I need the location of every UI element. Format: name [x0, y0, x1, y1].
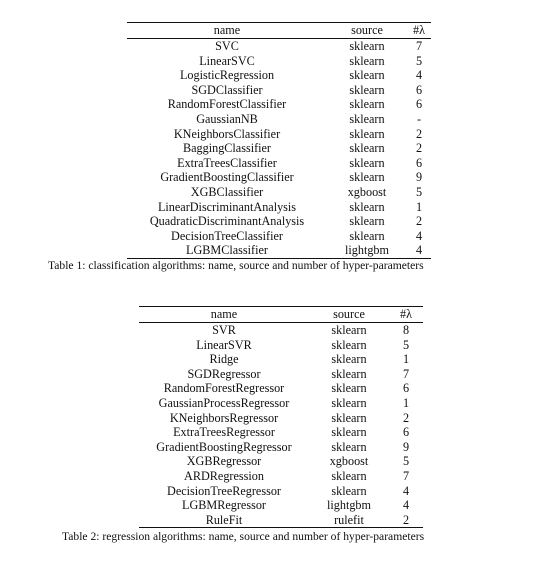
source-cell: xgboost	[329, 454, 369, 469]
classification-table	[127, 22, 431, 259]
table-row	[139, 484, 423, 499]
table-row	[127, 68, 431, 83]
hyperparameter-count-cell: 1	[402, 352, 410, 367]
table-row	[139, 425, 423, 440]
table-row	[127, 243, 431, 258]
table-row	[139, 440, 423, 455]
hyperparameter-count-cell: 7	[402, 366, 410, 381]
table-row	[139, 381, 423, 396]
classification-table-body	[127, 39, 431, 259]
table-row	[127, 229, 431, 244]
column-header-name: name	[127, 23, 327, 39]
table-2-caption: Table 2: regression algorithms: name, source and number of hyper-parameters	[62, 530, 425, 543]
source-cell: sklearn	[349, 126, 385, 141]
source-cell: sklearn	[349, 97, 385, 112]
classification-table-block	[127, 22, 431, 259]
algorithm-name-cell: SVC	[215, 39, 239, 53]
algorithm-name-cell: Ridge	[209, 352, 239, 367]
regression-table	[139, 306, 423, 528]
source-cell: sklearn	[349, 141, 385, 156]
algorithm-name-cell: SGDClassifier	[191, 82, 263, 97]
table-row	[127, 214, 431, 229]
source-cell: lightgbm	[327, 243, 407, 258]
hyperparameter-count-cell: 5	[415, 184, 423, 199]
algorithm-name-cell: RandomForestClassifier	[167, 97, 287, 112]
source-cell: sklearn	[349, 170, 385, 185]
table-row	[127, 112, 431, 127]
source-cell: sklearn	[331, 337, 367, 352]
table-row	[139, 513, 423, 528]
column-header-name: name	[139, 307, 309, 323]
column-header-source: source	[309, 307, 389, 323]
hyperparameter-count-cell: 6	[402, 381, 410, 396]
hyperparameter-count-cell: 1	[415, 199, 423, 214]
algorithm-name-cell: KNeighborsRegressor	[169, 410, 279, 425]
source-cell: sklearn	[331, 395, 367, 410]
algorithm-name-cell: LinearSVC	[199, 53, 255, 68]
algorithm-name-cell: GaussianProcessRegressor	[158, 395, 290, 410]
source-cell: sklearn	[349, 39, 385, 53]
algorithm-name-cell: ExtraTreesClassifier	[177, 155, 277, 170]
hyperparameter-count-cell: 6	[415, 97, 423, 112]
source-cell: sklearn	[349, 199, 385, 214]
hyperparameter-count-cell: 5	[402, 454, 410, 469]
table-row	[139, 396, 423, 411]
source-cell: lightgbm	[326, 498, 371, 513]
source-cell: sklearn	[331, 366, 367, 381]
hyperparameter-count-cell: 2	[402, 410, 410, 425]
source-cell: sklearn	[331, 323, 367, 337]
table-row	[139, 454, 423, 469]
table-row	[127, 97, 431, 112]
algorithm-name-cell: XGBRegressor	[186, 454, 262, 469]
source-cell: sklearn	[331, 381, 367, 396]
hyperparameter-count-cell: 9	[415, 170, 423, 185]
hyperparameter-count-cell: 6	[415, 82, 423, 97]
hyperparameter-count-cell: 4	[402, 483, 410, 498]
table-row	[127, 39, 431, 54]
source-cell: sklearn	[349, 53, 385, 68]
table-header-row	[139, 307, 423, 323]
hyperparameter-count-cell: 4	[402, 498, 410, 513]
column-header-hyperparameter-count: #λ	[389, 307, 423, 323]
source-cell: sklearn	[349, 111, 385, 126]
table-row	[127, 185, 431, 200]
hyperparameter-count-cell: 6	[415, 155, 423, 170]
column-header-source: source	[327, 23, 407, 39]
regression-table-body	[139, 323, 423, 528]
table-row	[127, 200, 431, 215]
algorithm-name-cell: GradientBoostingRegressor	[156, 439, 292, 454]
hyperparameter-count-cell: 2	[415, 141, 423, 156]
source-cell: sklearn	[331, 425, 367, 440]
hyperparameter-count-cell: 2	[415, 214, 423, 229]
source-cell: sklearn	[349, 214, 385, 229]
table-row	[127, 141, 431, 156]
table-row	[127, 127, 431, 142]
source-cell: sklearn	[349, 82, 385, 97]
algorithm-name-cell: LinearSVR	[196, 337, 252, 352]
algorithm-name-cell: GaussianNB	[196, 111, 258, 126]
table-row	[139, 469, 423, 484]
hyperparameter-count-cell: 4	[415, 68, 423, 83]
hyperparameter-count-cell: 4	[407, 243, 431, 258]
source-cell: sklearn	[331, 439, 367, 454]
algorithm-name-cell: LGBMClassifier	[127, 243, 327, 258]
source-cell: rulefit	[309, 513, 389, 528]
algorithm-name-cell: XGBClassifier	[190, 184, 264, 199]
algorithm-name-cell: SVR	[212, 323, 236, 337]
hyperparameter-count-cell: 7	[402, 468, 410, 483]
algorithm-name-cell: RuleFit	[139, 513, 309, 528]
hyperparameter-count-cell: 2	[389, 513, 423, 528]
algorithm-name-cell: QuadraticDiscriminantAnalysis	[149, 214, 305, 229]
source-cell: sklearn	[349, 228, 385, 243]
hyperparameter-count-cell: 9	[402, 439, 410, 454]
hyperparameter-count-cell: 5	[402, 337, 410, 352]
algorithm-name-cell: GradientBoostingClassifier	[160, 170, 294, 185]
hyperparameter-count-cell: 4	[415, 228, 423, 243]
algorithm-name-cell: DecisionTreeClassifier	[171, 228, 283, 243]
source-cell: sklearn	[349, 155, 385, 170]
table-row	[127, 54, 431, 69]
algorithm-name-cell: ARDRegression	[184, 468, 264, 483]
column-header-hyperparameter-count: #λ	[407, 23, 431, 39]
table-row	[127, 170, 431, 185]
algorithm-name-cell: SGDRegressor	[187, 366, 261, 381]
algorithm-name-cell: LGBMRegressor	[182, 498, 266, 513]
algorithm-name-cell: ExtraTreesRegressor	[173, 425, 275, 440]
hyperparameter-count-cell: 6	[402, 425, 410, 440]
table-row	[139, 498, 423, 513]
algorithm-name-cell: KNeighborsClassifier	[173, 126, 281, 141]
algorithm-name-cell: DecisionTreeRegressor	[167, 483, 281, 498]
hyperparameter-count-cell: 1	[402, 395, 410, 410]
algorithm-name-cell: RandomForestRegressor	[163, 381, 285, 396]
hyperparameter-count-cell: 7	[415, 39, 423, 53]
source-cell: sklearn	[331, 410, 367, 425]
algorithm-name-cell: LogisticRegression	[179, 68, 275, 83]
table-row	[127, 156, 431, 171]
hyperparameter-count-cell: 2	[415, 126, 423, 141]
hyperparameter-count-cell: -	[416, 111, 422, 126]
hyperparameter-count-cell: 8	[402, 323, 410, 337]
algorithm-name-cell: BaggingClassifier	[182, 141, 271, 156]
table-row	[127, 83, 431, 98]
source-cell: sklearn	[331, 468, 367, 483]
source-cell: xgboost	[347, 184, 387, 199]
algorithm-name-cell: LinearDiscriminantAnalysis	[157, 199, 297, 214]
table-header-row	[127, 23, 431, 39]
table-row	[139, 338, 423, 353]
table-row	[139, 323, 423, 338]
source-cell: sklearn	[331, 483, 367, 498]
table-row	[139, 411, 423, 426]
source-cell: sklearn	[349, 68, 385, 83]
source-cell: sklearn	[331, 352, 367, 367]
hyperparameter-count-cell: 5	[415, 53, 423, 68]
regression-table-block	[139, 306, 423, 528]
table-row	[139, 352, 423, 367]
table-row	[139, 367, 423, 382]
table-1-caption: Table 1: classification algorithms: name, source and number of hyper-parameters	[48, 259, 424, 272]
